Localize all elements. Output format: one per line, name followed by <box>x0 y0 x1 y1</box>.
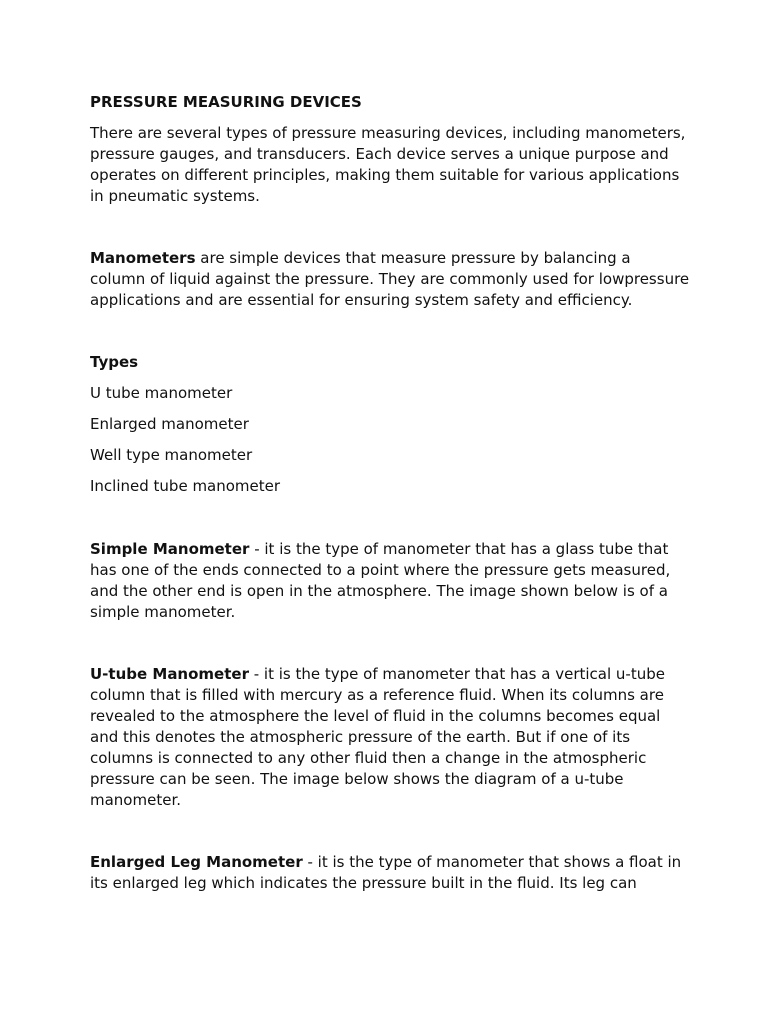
enlarged-leg-manometer-term: Enlarged Leg Manometer <box>90 853 303 871</box>
u-tube-manometer-term: U-tube Manometer <box>90 665 249 683</box>
document-body <box>90 92 690 894</box>
enlarged-leg-manometer-paragraph <box>90 852 690 894</box>
manometers-term: Manometers <box>90 249 196 267</box>
intro-paragraph: There are several types of pressure measuring devices, including manometers, pressure gauges, and transducers. Each device serves a unique purpose and operates on different principles, making them suitable for various applications in pneumatic systems. <box>90 124 686 205</box>
simple-manometer-text: - it is the type of manometer that has a glass tube that has one of the ends connected to a point where the pressure gets measured, and the other end is open in the atmosphere. The image shown below is of a simple manometer. <box>90 540 671 621</box>
type-item-inclined-tube: Inclined tube manometer <box>90 477 281 495</box>
type-item-well-type: Well type manometer <box>90 446 253 464</box>
u-tube-manometer-paragraph <box>90 664 690 811</box>
type-item-enlarged: Enlarged manometer <box>90 415 249 433</box>
manometers-paragraph <box>90 248 690 311</box>
simple-manometer-paragraph <box>90 539 690 623</box>
manometers-text: are simple devices that measure pressure by balancing a column of liquid against the pressure. They are commonly used for lowpressure applications and are essential for ensuring system safety and efficiency. <box>90 249 690 309</box>
enlarged-leg-manometer-text: - it is the type of manometer that shows a float in its enlarged leg which indicates the pressure built in the fluid. Its leg can <box>90 853 682 892</box>
types-heading: Types <box>90 353 139 371</box>
u-tube-manometer-text: - it is the type of manometer that has a vertical u-tube column that is filled with mercury as a reference fluid. When its columns are revealed to the atmosphere the level of fluid in the columns becomes equal and this denotes the atmospheric pressure of the earth. But if one of its columns is connected to any other fluid then a change in the atmospheric pressure can be seen. The image below shows the diagram of a u-tube manometer. <box>90 665 665 809</box>
simple-manometer-term: Simple Manometer <box>90 540 250 558</box>
document-title: PRESSURE MEASURING DEVICES <box>90 93 362 111</box>
type-item-u-tube: U tube manometer <box>90 384 233 402</box>
